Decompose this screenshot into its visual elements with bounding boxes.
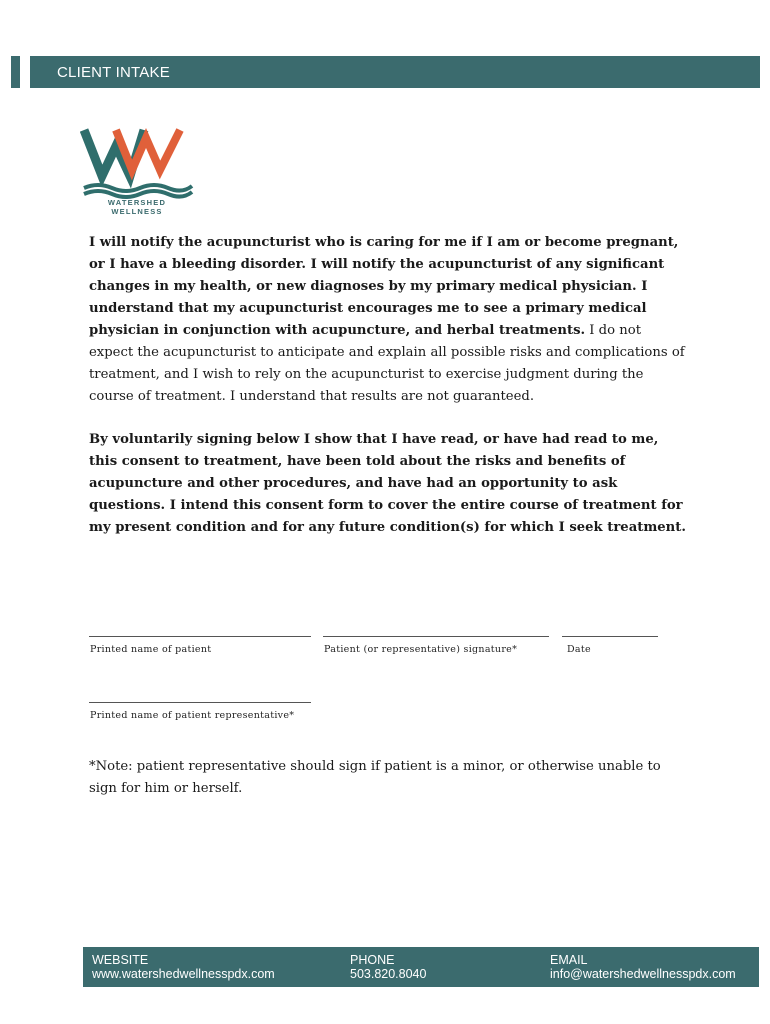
representative-name-label: Printed name of patient representative* [90,710,295,721]
signature-label: Patient (or representative) signature* [324,644,518,655]
header-accent-bar [11,56,20,88]
date-line[interactable] [562,636,658,637]
footer-website-label: WEBSITE [92,953,149,967]
consent-paragraph-2 [89,429,689,539]
footer-email [550,953,736,981]
consent-paragraph-1-normal: I do not expect the acupuncturist to anticipate and explain all possible risks and complications of treatment, and I wish to rely on the acupuncturist to exercise judgment during the course of treatment. I understand that results are not guaranteed. [89,323,685,404]
page-title: CLIENT INTAKE [57,63,170,81]
representative-note: *Note: patient representative should sign if patient is a minor, or otherwise unable to sign for him or herself. [89,759,661,796]
footer-phone-value[interactable]: 503.820.8040 [350,967,427,981]
representative-name-line[interactable] [89,702,311,703]
date-label: Date [567,644,591,655]
footer-website-link[interactable]: www.watershedwellnesspdx.com [92,967,275,981]
consent-paragraph-1-bold: I will notify the acupuncturist who is caring for me if I am or become pregnant, or I have a bleeding disorder. I will notify the acupuncturist of any significant changes in my health, or new diagnoses by my primary medical physician. I understand that my acupuncturist encourages me to see a primary medical physician in conjunction with acupuncture, and herbal treatments. [89,235,679,338]
printed-name-line[interactable] [89,636,311,637]
footer-email-link[interactable]: info@watershedwellnesspdx.com [550,967,736,981]
printed-name-label: Printed name of patient [90,644,212,655]
signature-line[interactable] [323,636,549,637]
footer-website [92,953,275,981]
footer-email-label: EMAIL [550,953,588,967]
footer-phone [350,953,426,981]
logo-text: WATERSHED WELLNESS [107,198,167,216]
consent-paragraph-2-bold: By voluntarily signing below I show that I have read, or have had read to me, this consent to treatment, have been told about the risks and benefits of acupuncture and other procedures, and have had an opportunity to ask questions. I intend this consent form to cover the entire course of treatment for my present condition and for any future condition(s) for which I seek treatment. [89,432,686,535]
consent-paragraph-1 [89,232,689,408]
footer-phone-label: PHONE [350,953,395,967]
header-bar [30,56,760,88]
footer-bar [83,947,759,987]
